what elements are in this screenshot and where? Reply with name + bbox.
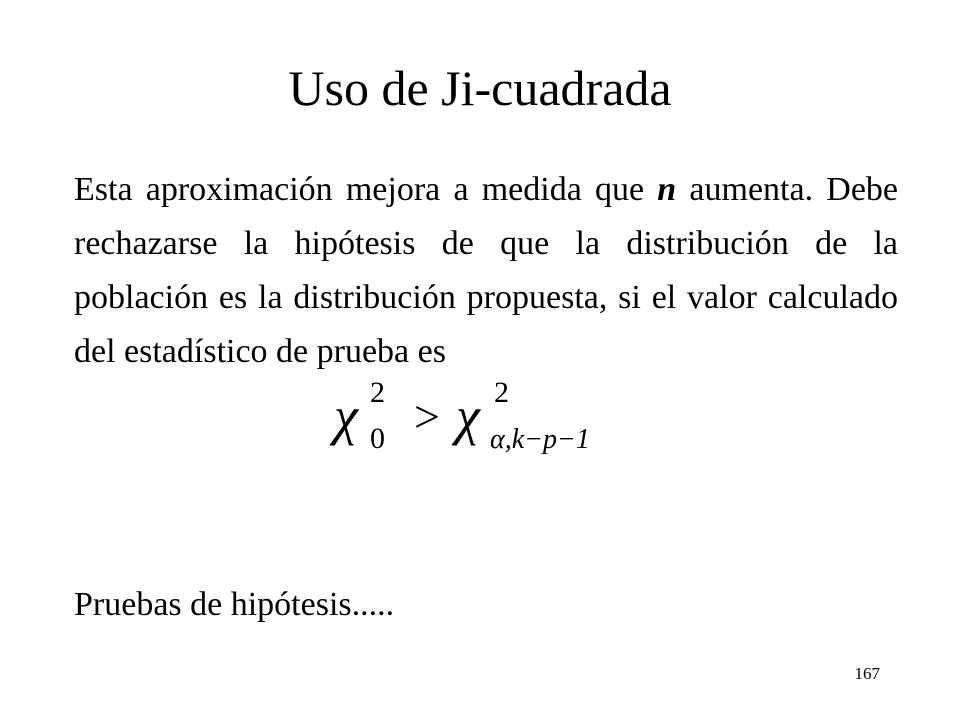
- rhs-superscript: 2: [494, 376, 509, 409]
- chi-symbol-lhs: χ: [334, 386, 358, 446]
- body-text-part-2: aumenta. Debe rechazarse la hipótesis de que la distribución de la población es la distribución propuesta, si el valor calculado del estadístico de prueba es: [74, 171, 899, 370]
- lhs-superscript: 2: [370, 376, 385, 409]
- chi-square-inequality-formula: [328, 372, 648, 462]
- formula-svg: [328, 372, 648, 462]
- variable-n: n: [657, 171, 677, 208]
- greater-than-operator: >: [414, 391, 440, 442]
- chi-symbol-rhs: χ: [456, 386, 480, 446]
- page-number: 167: [854, 664, 880, 683]
- section-footer-text: Pruebas de hipótesis.....: [74, 586, 395, 623]
- body-text-part-1: Esta aproximación mejora a medida que: [74, 171, 658, 208]
- rhs-subscript: α,k−p−1: [490, 424, 590, 455]
- slide-title: Uso de Ji-cuadrada: [288, 60, 672, 116]
- lhs-subscript: 0: [370, 422, 385, 455]
- slide-body-text: [74, 163, 898, 379]
